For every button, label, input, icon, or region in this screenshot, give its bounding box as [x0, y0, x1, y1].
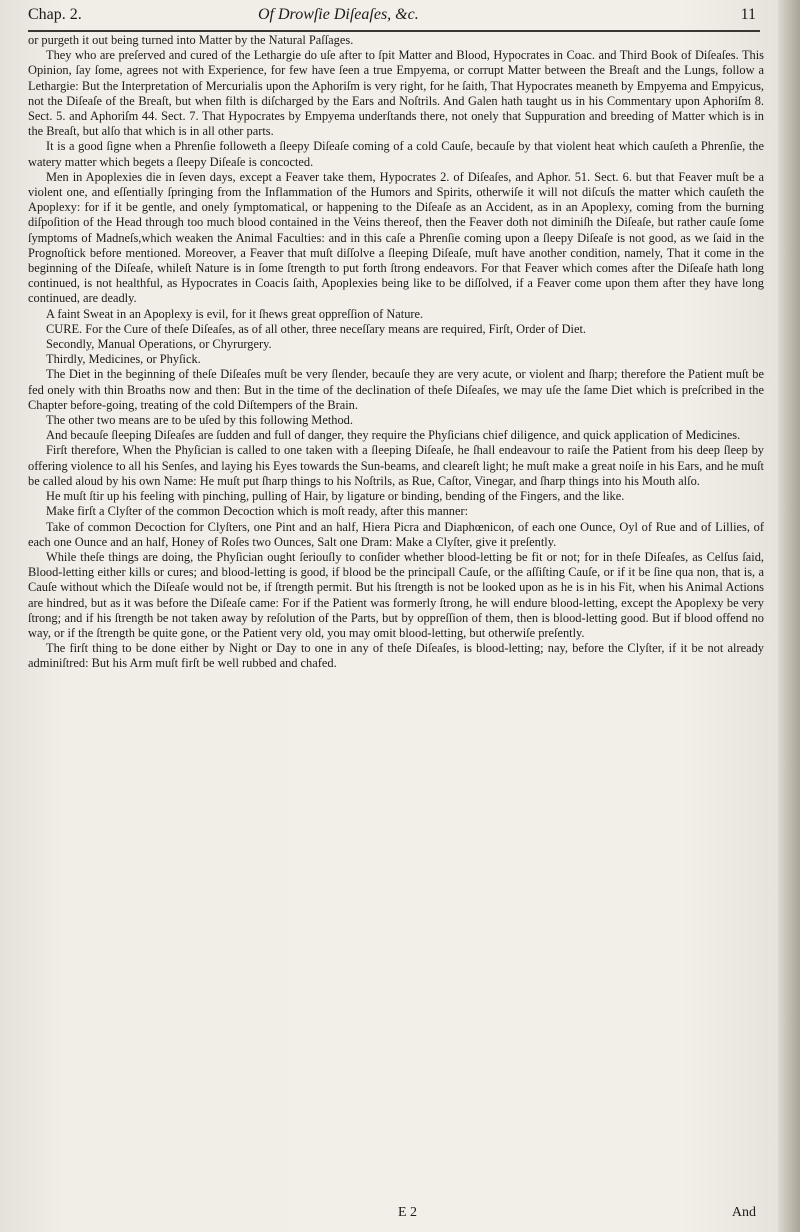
paragraph-phrensie-sign: It is a good ſigne when a Phrenſie followeth a ſleepy Diſeaſe coming of a cold Cauſe, becauſe by that violent heat which cauſeth a Phrenſie, the watery matter which begets a ſleepy Diſeaſe is concocted.	[28, 139, 764, 169]
paragraph-first-therefore: Firſt therefore, When the Phyſician is called to one taken with a ſleeping Diſeaſe, he ſhall endeavour to raiſe the Patient from his deep ſleep by offering violence to all his Senſes, and laying his Eyes towards the Sun-beams, and cleareſt light; he muſt make a great noiſe in his Ears, and he muſt be called aloud by his own Name: He muſt put ſharp things to his Noſtrils, as Rue, Caſtor, Vinegar, and ſharp things into his Mouth alſo.	[28, 443, 764, 488]
chapter-label: Chap. 2.	[28, 6, 82, 23]
paragraph-recipe: Take of common Decoction for Clyſters, one Pint and an half, Hiera Picra and Diaphœnicon, of each one Ounce, Oyl of Rue and of Lillies, of each one Ounce and an half, Honey of Roſes two Ounces, Salt one Dram: Make a Clyſter, give it preſently.	[28, 519, 764, 549]
catchword: And	[731, 1205, 756, 1220]
paragraph-first-thing: The firſt thing to be done either by Night or Day to one in any of theſe Diſeaſes, is blood-letting; nay, before the Clyſter, if it be not already adminiſtred: But his Arm muſt firſt be well rubbed and chafed.	[28, 641, 764, 671]
paragraph-empyema: They who are preſerved and cured of the Lethargie do uſe after to ſpit Matter and Blood, Hypocrates in Coac. and Third Book of Diſeaſes. This Opinion, ſay ſome, agrees not with Experience, for few have ſeen a true Empyema, or corrupt Matter between the Breaſt and the Lungs, follow a Lethargie: But the Interpretation of Mercurialis upon the Aphoriſm is very right, for he ſaith, That Hypocrates meaneth by Empyema and Empyicus, not the Diſeaſe of the Breaſt, but when filth is diſcharged by the Ears and Noſtrils. And Galen hath taught us in his Commentary upon Aphoriſm 8. Sect. 5. and Aphoriſm 44. Sect. 7. That Hypocrates by Empyema underſtands there, not onely that Suppuration and breeding of Matter which is in the Breaſt, but alſo that which is in all other parts.	[28, 48, 764, 139]
paragraph-diet: The Diet in the beginning of theſe Diſeaſes muſt be very ſlender, becauſe they are very acute, or violent and ſharp; therefore the Patient muſt be fed onely with thin Broaths now and then: But in the time of the declination of theſe Diſeaſes, we may uſe the ſame Diet which is preſcribed in the Chapter before-going, treating of the cold Diſtempers of the Brain.	[28, 367, 764, 412]
paragraph-clyster: Make firſt a Clyſter of the common Decoction which is moſt ready, after this manner:	[46, 504, 469, 519]
page-gutter-shadow	[778, 0, 800, 1232]
page-body	[28, 33, 764, 672]
paragraph-cure: CURE. For the Cure of theſe Diſeaſes, as of all other, three neceſſary means are required, Firſt, Order of Diet.	[46, 321, 587, 336]
running-title: Of Drowſie Diſeaſes, &c.	[258, 6, 419, 23]
paragraph-diligence: And becauſe ſleeping Diſeaſes are ſudden and full of danger, they require the Phyſicians chief diligence, and quick application of Medicines.	[46, 428, 741, 443]
page-number: 11	[740, 6, 756, 23]
page-footer	[28, 1205, 760, 1225]
paragraph-continuation: or purgeth it out being turned into Matter by the Natural Paſſages.	[28, 33, 354, 47]
running-header	[28, 4, 760, 32]
paragraph-thirdly: Thirdly, Medicines, or Phyſick.	[46, 352, 201, 367]
paragraph-blood-letting: While theſe things are doing, the Phyſician ought ſeriouſly to conſider whether blood-letting be fit or not; for in theſe Diſeaſes, as Celſus ſaid, Blood-letting either kills or cures; and blood-letting is good, if blood be the principall Cauſe, or the aſſiſting Cauſe, or if it be ſine qua non, that is, a Cauſe without which the Diſeaſe would not be, if ſtrength permit. But his ſtrength is not be looked upon as he is in his Fit, when his Animal Actions are hindred, but as it was before the Diſeaſe came: For if the Patient was formerly ſtrong, he will endure blood-letting, except the Apoplexy be very ſtrong; and if his ſtrength be not taken away by reſolution of the Parts, but by oppreſſion of them, then is blood-letting good. But if blood offend no way, or if the ſtrength be quite gone, or the Patient very old, you may omit blood-letting, but otherwiſe preſently.	[28, 549, 764, 640]
paragraph-apoplexy-feaver: Men in Apoplexies die in ſeven days, except a Feaver take them, Hypocrates 2. of Diſeaſes, and Aphor. 51. Sect. 6. but that Feaver muſt be a violent one, and eſſentially ſpringing from the Inflammation of the Humors and Spirits, otherwiſe it will not diſcuſs the matter which cauſeth the Apoplexy: for if it be gentle, and onely ſymptomatical, or happening to the Diſeaſe as an Accident, as in an Apoplexy, coming from the burning diſpoſition of the Head through too much blood contained in the Veins thereof, then the Feaver doth not diminiſh the Diſeaſe, but rather cauſe ſome ſymptoms of Madneſs,which weaken the Animal Faculties: and in this caſe a Phrenſie coming upon a ſleepy Diſeaſe is not good, as we ſaid in the Prognoſtick before mentioned. Moreover, a Feaver that muſt diſſolve a ſleeping Diſeaſe, muſt have another condition, namely, That it come in the beginning of the Diſeaſe, whileſt Nature is in ſome ſtrength to put forth ſtrong endeavors. For that Feaver which comes after the Diſeaſe hath long continued, is not healthful, as Hypocrates in Coacis ſaith, Apoplexies being like to be diſſolved, if a Feaver come upon them after they have long continued, are deadly.	[28, 169, 764, 306]
paragraph-method: The other two means are to be uſed by this following Method.	[46, 413, 353, 428]
paragraph-faint-sweat: A faint Sweat in an Apoplexy is evil, for it ſhews great oppreſſion of Nature.	[46, 306, 424, 321]
paragraph-secondly: Secondly, Manual Operations, or Chyrurgery.	[46, 337, 272, 352]
signature-mark: E 2	[398, 1205, 418, 1220]
paragraph-feeling: He muſt ſtir up his feeling with pinching, pulling of Hair, by ligature or binding, bending of the Fingers, and the like.	[46, 489, 625, 504]
